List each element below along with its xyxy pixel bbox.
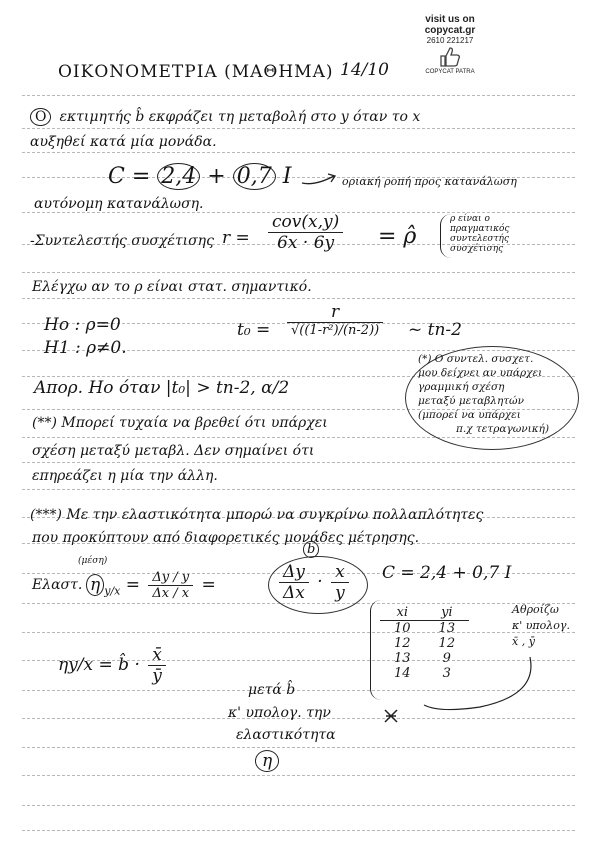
logo-line-3: 2610 221217 xyxy=(426,36,474,45)
elast-formula: η $_{y/x}$ = $\frac{\Delta y / y}{\Delta x / x}$ = xyxy=(86,570,216,601)
page-title: ΟΙΚΟΝΟΜΕΤΡΙΑ (ΜΑΘΗΜΑ) xyxy=(58,62,334,82)
thumbs-up-icon xyxy=(439,47,461,67)
note-3-line-2: που προκύπτουν από διαφορετικές μονάδες μέτρησης. xyxy=(32,530,420,546)
bottom-note-3: ελαστικότητα xyxy=(236,727,336,743)
table-row: 13 9 xyxy=(394,651,451,666)
ordinal-circle: O xyxy=(30,108,51,126)
rho-hat: = ρ̂ xyxy=(378,224,417,249)
col-header-y: yi xyxy=(425,605,470,621)
t-distribution: ~ tn-2 xyxy=(408,320,462,340)
eta-formula: ηy/x = b̂ · $\frac{x̄}{ȳ}$ xyxy=(58,645,169,686)
reject-rule: Απορ. Ho όταν |t₀| > tn-2, α/2 xyxy=(34,378,290,398)
arrow-icon xyxy=(300,168,340,188)
b-circle: b xyxy=(303,541,319,558)
h1: H1 : ρ≠0. xyxy=(44,338,127,358)
text-line-1: O εκτιμητής b̂ εκφράζει τη μεταβολή στο y όταν το x xyxy=(30,109,420,125)
rho-note: ρ είναι ο πραγματικός συντελεστής συσχέτισης xyxy=(450,214,510,254)
marginal-note: οριακή ροπή προς κατανάλωση xyxy=(342,175,517,188)
bottom-note-1: μετά b̂ xyxy=(248,682,296,698)
autonomous-coef: 2,4 xyxy=(157,163,200,190)
t-formula: $\frac{r}{\text{√((1-r²)/(n-2))}}$ xyxy=(284,302,386,338)
logo-line-4: COPYCAT PATRA xyxy=(425,69,475,75)
marginal-coef: 0,7 xyxy=(233,163,276,190)
table-row: 12 12 xyxy=(394,636,456,651)
note-3-line-1: (***) Με την ελαστικότητα μπορώ να συγκρίνω πολλαπλότητες xyxy=(30,507,484,523)
elast-label: Ελαστ. xyxy=(32,577,83,593)
logo-line-1: visit us on xyxy=(425,14,475,25)
elast-mean-note: (μέση) xyxy=(78,556,108,566)
table-row: 10 13 xyxy=(394,621,456,636)
consumption-equation: C = 2,4 + 0,7 I xyxy=(108,164,292,189)
note-2-line-1: (**) Μπορεί τυχαία να βρεθεί ότι υπάρχει xyxy=(32,415,328,431)
col-header-x: xi xyxy=(380,605,425,621)
corr-formula: $\frac{\text{cov(x,y)}}{6x \cdot 6y}$ xyxy=(265,212,346,253)
note-2-line-3: επηρεάζει η μία την άλλη. xyxy=(32,468,218,484)
text-line-2: αυξηθεί κατά μία μονάδα. xyxy=(30,134,217,150)
model-repeat: C = 2,4 + 0,7 I xyxy=(382,563,512,583)
scribble-mark-icon xyxy=(383,708,399,724)
curve-arrow-icon xyxy=(420,655,540,715)
h0: Ho : ρ=0 xyxy=(44,315,121,335)
side-note: (*) Ο συντελ. συσχετ. μου δείχνει αν υπάρχει γραμμική σχέση μεταξύ μεταβλητών (μπορεί να υπάρχει π.χ τετραγωνική) xyxy=(418,353,550,435)
table-row: 14 3 xyxy=(394,666,451,681)
page-date: 14/10 xyxy=(340,60,389,80)
t0-label: t₀ = xyxy=(237,320,271,340)
significance-check: Ελέγχω αν το ρ είναι στατ. σημαντικό. xyxy=(32,279,312,295)
corr-label: -Συντελεστής συσχέτισης xyxy=(30,233,214,249)
elast-rhs: $\frac{\Delta y}{\Delta x}$ · $\frac{x}{y}$ xyxy=(276,562,352,603)
note-2-line-2: σχέση μεταξύ μεταβλ. Δεν σημαίνει ότι xyxy=(32,443,315,459)
corr-r: r = xyxy=(222,228,250,248)
copycat-logo xyxy=(410,14,490,75)
logo-line-2: copycat.gr xyxy=(424,25,476,36)
bottom-note-2: κ' υπολογ. την xyxy=(228,705,331,721)
table-side-note: Αθροίζω κ' υπολογ. x̄ , ȳ xyxy=(512,603,570,648)
autonomous-note: αυτόνομη κατανάλωση. xyxy=(34,196,204,212)
bottom-eta: η xyxy=(255,750,279,772)
